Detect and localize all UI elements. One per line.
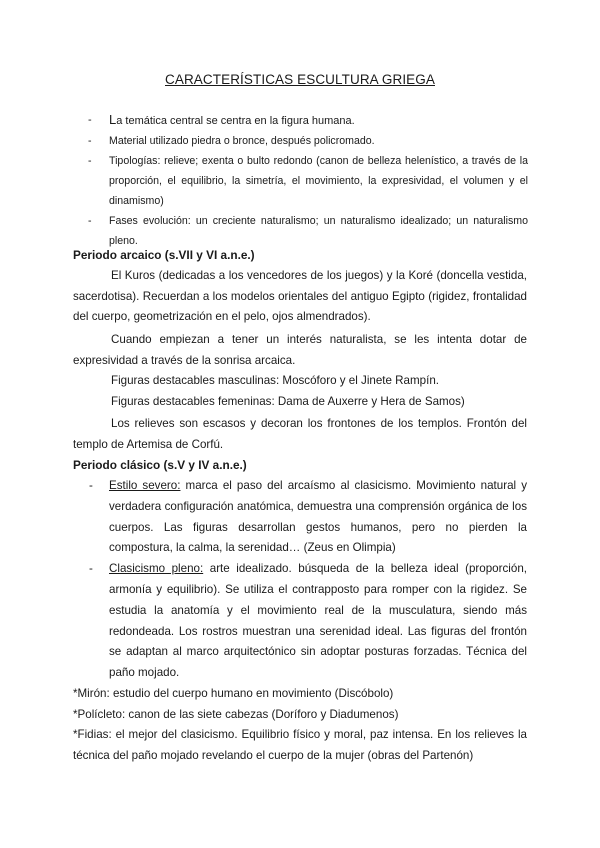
intro-bullet-list xyxy=(88,110,528,251)
list-item xyxy=(89,559,527,684)
archaic-heading: Periodo arcaico (s.VII y VI a.n.e.) xyxy=(73,248,255,262)
bullet-dash: - xyxy=(88,215,92,227)
list-item-text: arte idealizado. búsqueda de la belleza ideal (proporción, armonía y equilibrio). Se utiliza el contrapposto para romper con la rigidez. Se estudia la anatomía y el movimiento real de la musculatura, siendo más redondeada. Los rostros muestran una serenidad ideal. Las figuras del frontón se adaptan al marco arquitectónico sin adoptar posturas forzadas. Técnica del paño mojado. xyxy=(109,562,527,680)
bullet-dash: - xyxy=(88,155,92,167)
classical-heading: Periodo clásico (s.V y IV a.n.e.) xyxy=(73,458,247,472)
archaic-paragraph-kuros: El Kuros (dedicadas a los vencedores de los juegos) y la Koré (doncella vestida, sacerdotisa). Recuerdan a los modelos orientales del antiguo Egipto (rigidez, frontalidad del cuerpo, geometrización en el pelo, ojos almendrados). xyxy=(73,269,527,323)
bullet-dash: - xyxy=(89,479,93,492)
note-line: *Polícleto: canon de las siete cabezas (Doríforo y Diadumenos) xyxy=(73,707,399,721)
list-item xyxy=(89,476,527,559)
archaic-male-figures: Figuras destacables masculinas: Moscóforo y el Jinete Rampín. xyxy=(111,374,439,387)
note-line: *Fidias: el mejor del clasicismo. Equilibrio físico y moral, paz intensa. En los relieves la técnica del paño mojado revelando el cuerpo de la mujer (obras del Partenón) xyxy=(73,728,527,762)
sculptor-notes xyxy=(73,684,527,766)
list-item xyxy=(88,211,528,251)
list-item xyxy=(88,110,528,131)
classical-bullet-list xyxy=(89,476,527,684)
list-item-text: Tipologías: relieve; exenta o bulto redondo (canon de belleza helenístico, a través de la proporción, el equilibrio, la simetría, el movimiento, la expresividad, el volumen y el dinamismo) xyxy=(109,155,528,207)
list-item-text: Material utilizado piedra o bronce, después policromado. xyxy=(109,135,375,147)
page-title: CARACTERÍSTICAS ESCULTURA GRIEGA xyxy=(165,72,435,87)
note-line: *Mirón: estudio del cuerpo humano en movimiento (Discóbolo) xyxy=(73,687,394,700)
bullet-dash: - xyxy=(88,114,92,126)
drop-letter: L xyxy=(109,112,117,127)
list-item-label: Clasicismo pleno: xyxy=(109,562,204,576)
archaic-female-figures: Figuras destacables femeninas: Dama de Auxerre y Hera de Samos) xyxy=(111,395,465,408)
archaic-paragraph-naturalism: Cuando empiezan a tener un interés naturalista, se les intenta dotar de expresividad a través de la sonrisa arcaica. xyxy=(73,333,527,367)
list-item-text: marca el paso del arcaísmo al clasicismo. Movimiento natural y verdadera configuración anatómica, demuestra una comprensión orgánica de los cuerpos. Las figuras desarrollan gestos humanos, pero no pierden la compostura, la calma, la serenidad… (Zeus en Olimpia) xyxy=(109,479,527,555)
list-item-text: Fases evolución: un creciente naturalismo; un naturalismo idealizado; un naturalismo pleno. xyxy=(109,215,528,247)
list-item-label: Estilo severo: xyxy=(109,479,181,492)
bullet-dash: - xyxy=(88,135,92,147)
archaic-paragraph-reliefs: Los relieves son escasos y decoran los frontones de los templos. Frontón del templo de Artemisa de Corfú. xyxy=(73,417,527,451)
bullet-dash: - xyxy=(89,562,93,576)
list-item-text: a temática central se centra en la figura humana. xyxy=(116,115,355,127)
list-item xyxy=(88,151,528,211)
list-item xyxy=(88,131,528,151)
